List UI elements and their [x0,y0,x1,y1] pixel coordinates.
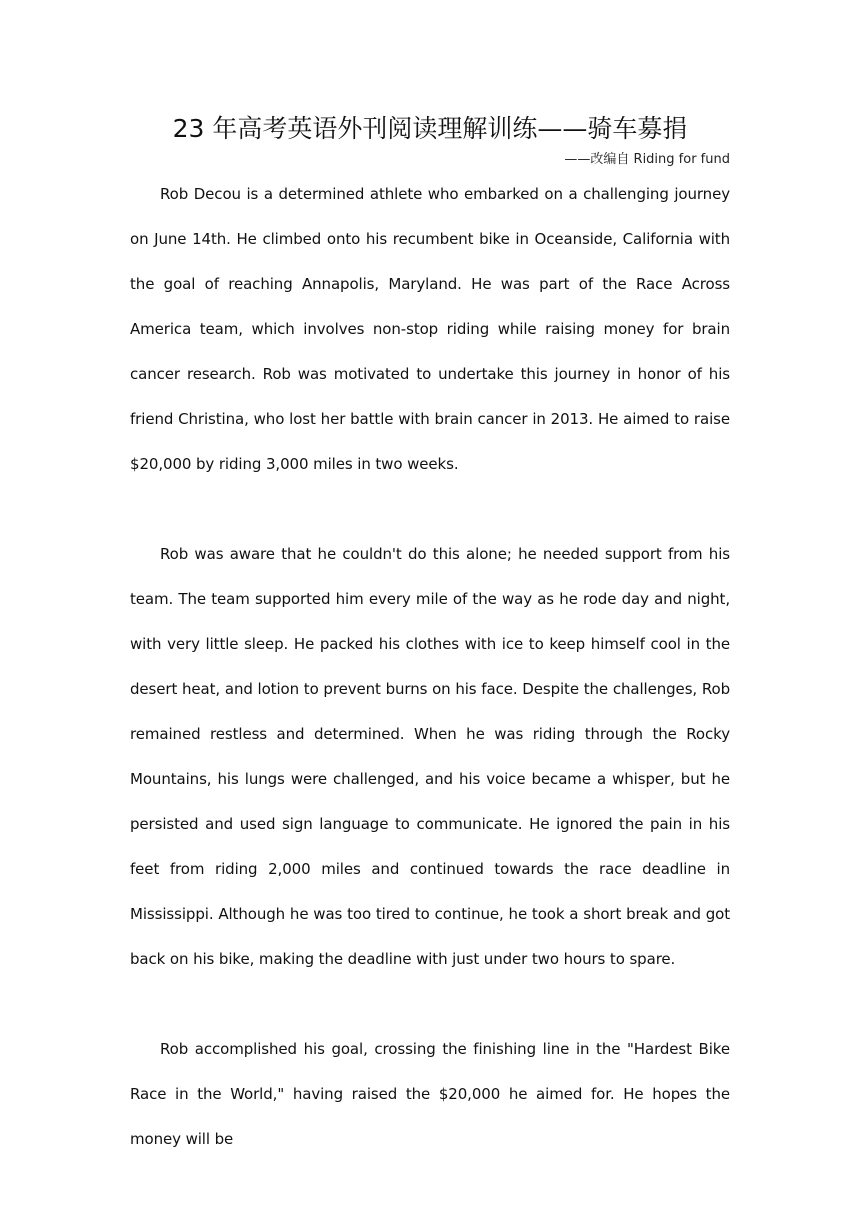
paragraph-2: Rob was aware that he couldn't do this alone; he needed support from his team. The team supported him every mile of the way as he rode day and night, with very little sleep. He packed his clothes with ice to keep himself cool in the desert heat, and lotion to prevent burns on his face. Despite the challenges, Rob remained restless and determined. When he was riding through the Rocky Mountains, his lungs were challenged, and his voice became a whisper, but he persisted and used sign language to communicate. He ignored the pain in his feet from riding 2,000 miles and continued towards the race deadline in Mississippi. Although he was too tired to continue, he took a short break and got back on his bike, making the deadline with just under two hours to spare. [130,545,730,968]
document-subtitle: ——改编自 Riding for fund [564,152,730,167]
paragraph-spacer [130,982,730,1027]
paragraph-spacer [130,487,730,532]
paragraph-1: Rob Decou is a determined athlete who embarked on a challenging journey on June 14th. He climbed onto his recumbent bike in Oceanside, California with the goal of reaching Annapolis, Maryland. He was part of the Race Across America team, which involves non-stop riding while raising money for brain cancer research. Rob was motivated to undertake this journey in honor of his friend Christina, who lost her battle with brain cancer in 2013. He aimed to raise $20,000 by riding 3,000 miles in two weeks. [130,185,730,473]
article-body [130,172,730,1162]
document-title: 23 年高考英语外刊阅读理解训练——骑车募捐 [172,114,688,143]
paragraph-3: Rob accomplished his goal, crossing the finishing line in the "Hardest Bike Race in the World," having raised the $20,000 he aimed for. He hopes the money will be [130,1040,730,1148]
